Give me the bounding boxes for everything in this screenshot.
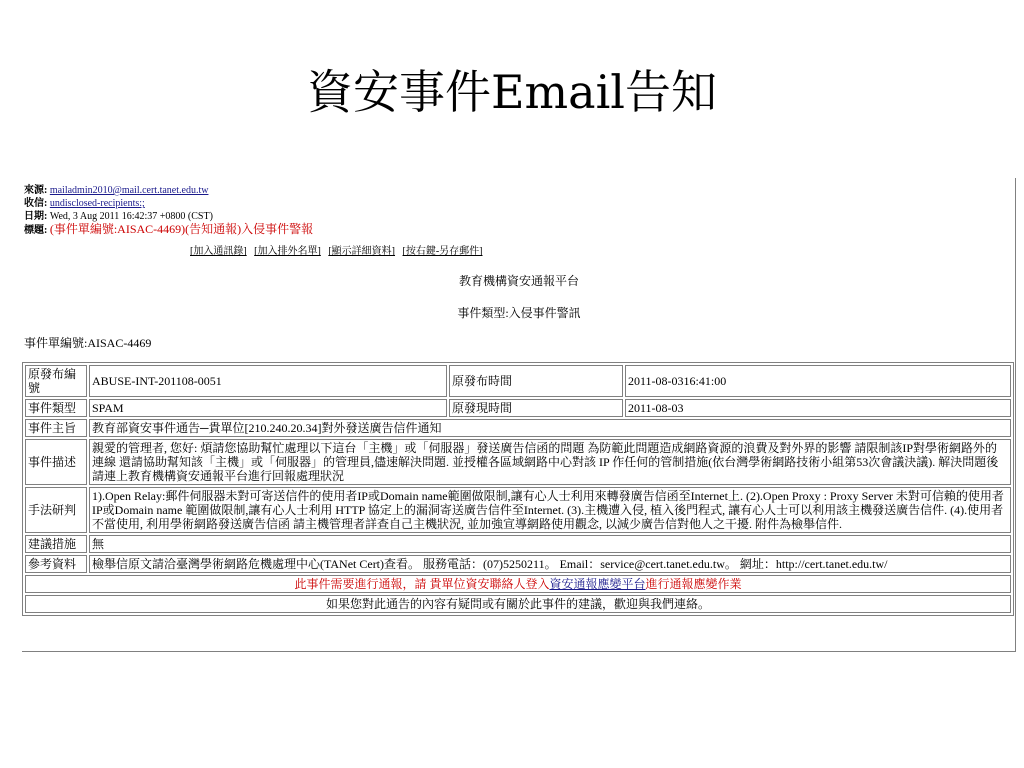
cell-label: 原發現時間 — [449, 399, 623, 417]
slide-title: 資安事件Email告知 — [306, 65, 718, 119]
notice-prefix: 此事件需要進行通報，請 貴單位資安聯絡人登入 — [294, 577, 550, 591]
event-table — [22, 362, 1014, 616]
cell-value: 無 — [89, 535, 1011, 553]
footer-row — [25, 595, 1011, 613]
cell-value: ABUSE-INT-201108-0051 — [89, 365, 447, 397]
cell-label: 事件描述 — [25, 439, 87, 485]
table-row — [25, 419, 1011, 437]
footer-cell: 如果您對此通告的內容有疑問或有關於此事件的建議，歡迎與我們連絡。 — [25, 595, 1011, 613]
table-row — [25, 439, 1011, 485]
table-row — [25, 365, 1011, 397]
cell-label: 手法研判 — [25, 487, 87, 533]
date-value: Wed, 3 Aug 2011 16:42:37 +0800 (CST) — [49, 211, 213, 222]
email-screenshot — [22, 178, 1016, 652]
notice-cell — [25, 575, 1011, 593]
to-label: 收信: — [24, 198, 48, 209]
table-row — [25, 555, 1011, 573]
subject-value: (事件單編號:AISAC-4469)(告知通報)入侵事件警報 — [49, 222, 314, 236]
cell-label: 事件主旨 — [25, 419, 87, 437]
email-header — [24, 184, 313, 237]
cell-label: 建議措施 — [25, 535, 87, 553]
date-label: 日期: — [24, 211, 48, 222]
cell-label: 事件類型 — [25, 399, 87, 417]
add-blocklist-link[interactable]: [加入排外名單] — [254, 246, 321, 257]
email-actions — [190, 242, 488, 257]
table-row — [25, 399, 1011, 417]
table-row — [25, 535, 1011, 553]
cell-value: 1).Open Relay:郵件伺服器未對可寄送信件的使用者IP或Domain name範圍做限制,讓有心人士利用來轉發廣告信函至Internet上. (2).Open Proxy : Proxy Server 未對可信賴的使用者IP或Domain name 範圍做限制,讓有心人士利用 HTTP 協定上的漏洞寄送廣告信件至Internet. (3).主機遭入侵, 植入後門程式, 讓有心人士可以利用該主機發送廣告信件. (4).使用者不當使用, 利用學術網路發送廣告信函 請主機管理者詳查自己主機狀況, 並加強宣導網路使用觀念, 以減少廣告信對他人之干擾. 附件為檢舉信件. — [89, 487, 1011, 533]
save-mail-link[interactable]: [按右鍵-另存郵件] — [402, 246, 483, 257]
show-details-link[interactable]: [顯示詳細資料] — [328, 246, 396, 257]
cell-label: 參考資料 — [25, 555, 87, 573]
cell-label: 原發布時間 — [449, 365, 623, 397]
add-contact-link[interactable]: [加入通訊錄] — [190, 246, 247, 257]
event-type-line: 事件類型:入侵事件警訊 — [457, 306, 581, 320]
platform-name: 教育機構資安通報平台 — [458, 274, 579, 288]
cell-value: 教育部資安事件通告─貴單位[210.240.20.34]對外發送廣告信件通知 — [89, 419, 1011, 437]
from-row — [24, 184, 313, 197]
cell-label: 原發布編號 — [25, 365, 87, 397]
notice-suffix: 進行通報應變作業 — [645, 577, 742, 591]
report-platform-link[interactable]: 資安通報應變平台 — [549, 577, 646, 591]
subject-label: 標題: — [24, 225, 48, 236]
table-row — [25, 487, 1011, 533]
subject-row — [24, 223, 313, 237]
cell-value: 檢舉信原文請洽臺灣學術網路危機處理中心(TANet Cert)查看。 服務電話：(07)5250211。 Email：service@cert.tanet.edu.tw。 網址：http://cert.tanet.edu.tw/ — [89, 555, 1011, 573]
from-link[interactable]: mailadmin2010@mail.cert.tanet.edu.tw — [49, 185, 209, 196]
cell-value: 2011-08-0316:41:00 — [625, 365, 1011, 397]
cell-value: 2011-08-03 — [625, 399, 1011, 417]
to-row — [24, 197, 313, 210]
to-link[interactable]: undisclosed-recipients:; — [49, 198, 145, 209]
cell-value: 親愛的管理者, 您好: 煩請您協助幫忙處理以下這台「主機」或「伺服器」發送廣告信函的問題 為防範此問題造成網路資源的浪費及對外界的影響 請限制該IP對學術網路外的連線 還請協助幫知該「主機」或「伺服器」的管理員,儘速解決問題. 並授權各區域網路中心對該 IP 作任何的管制措施(依台灣學術網路技術小組第53次會議決議). 解決問題後請連上教育機構資安通報平台進行回報處理狀況 — [89, 439, 1011, 485]
cell-value: SPAM — [89, 399, 447, 417]
from-label: 來源: — [24, 185, 48, 196]
ticket-number: 事件單編號:AISAC-4469 — [24, 336, 152, 350]
notice-row — [25, 575, 1011, 593]
